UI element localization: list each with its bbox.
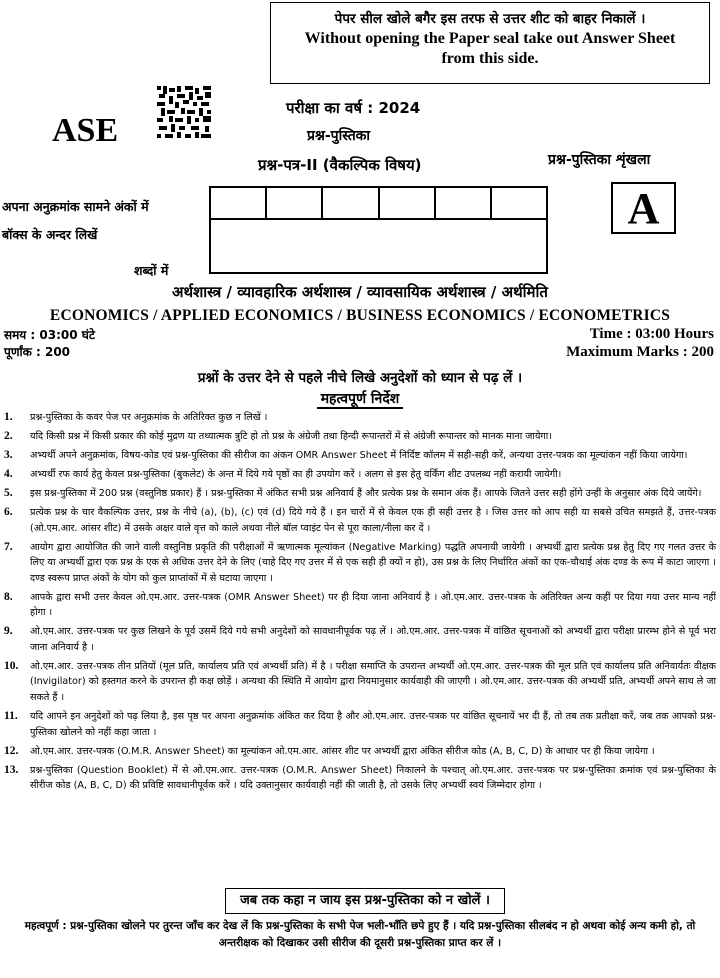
series-box: A [611,182,676,234]
instruction-text: यदि किसी प्रश्न में किसी प्रकार की कोई मुद्रण या तथ्यात्मक त्रुटि हो तो प्रश्न के अंग्रेजी तथा हिन्दी रूपान्तरों में से अंग्रेजी रूपान्तर को मानक माना जायेगा। [30,430,552,442]
instruction-text: प्रश्न-पुस्तिका के कवर पेज पर अनुक्रमांक के अतिरिक्त कुछ न लिखें । [30,412,268,423]
important-footer-note: महत्वपूर्ण : प्रश्न-पुस्तिका खोलने पर तुरन्त जाँच कर देख लें कि प्रश्न-पुस्तिका के सभी पेज भली-भाँति छपे हुए हैं । यदि प्रश्न-पुस्तिका सीलबंद न हो अथवा कोई अन्य कमी हो, तो अन्तरीक्षक को दिखाकर उसी सीरीज की दूसरी प्रश्न-पुस्तिका प्राप्त कर लें । [24,920,696,949]
instruction-text: ओ.एम.आर. उत्तर-पत्रक तीन प्रतियों (मूल प्रति, कार्यालय प्रति एवं अभ्यर्थी प्रति) में है । परीक्षा समाप्ति के उपरान्त अभ्यर्थी ओ.एम.आर. उत्तर-पत्रक की मूल प्रति एवं कार्यालय प्रति अनिवार्यतः वीक्षक (Invigilator) को हस्तगत करने के उपरान्त ही कक्ष छोड़ें । अन्यथा की स्थिति में आयोग द्वारा नियमानुसार कार्यवाही की जाएगी । ओ.एम.आर. उत्तर-पत्रक की अभ्यर्थी प्रति, अभ्यर्थी अपने साथ ले जा सकते हैं । [30,660,716,704]
seal-notice-english-line1: Without opening the Paper seal take out Answer Sheet [304,30,676,47]
instruction-text: प्रत्येक प्रश्न के चार वैकल्पिक उत्तर, प्रश्न के नीचे (a), (b), (c) एवं (d) दिये गये हैं । इन चारों में से केवल एक ही सही उत्तर है । जिस उत्तर को आप सही या सबसे उचित समझते हैं, उत्तर-पत्रक (ओ.एम.आर. आंसर शीट) में उसके अक्षर वाले वृत्त को काले अथवा नीले बॉल प्वाइंट पेन से पूरा काला/नीला कर दें । [30,506,716,534]
instructions-heading [0,388,720,408]
qr-code-icon [155,84,215,140]
instruction-item [4,744,716,760]
pre-read-note: प्रश्नों के उत्तर देने से पहले नीचे लिखे अनुदेशों को ध्यान से पढ़ लें । [197,370,523,386]
instruction-number: 6. [4,505,13,518]
roll-number-digit-boxes[interactable] [209,186,548,220]
roll-digit-box[interactable] [323,188,379,218]
roll-number-label-line2: बॉक्स के अन्दर लिखें [2,227,98,242]
instruction-item [4,467,716,483]
instructions-list [4,410,716,797]
exam-code: ASE [52,112,119,149]
marks-hindi: पूर्णांक : 200 [4,345,71,359]
subject-english: ECONOMICS / APPLIED ECONOMICS / BUSINESS ECONOMICS / ECONOMETRICS [49,307,671,324]
instruction-item [4,410,716,426]
instruction-text: यदि आपने इन अनुदेशों को पढ़ लिया है, इस पृष्ठ पर अपना अनुक्रमांक अंकित कर दिया है और ओ.एम.आर. उत्तर-पत्रक पर वांछित सूचनायें भर दी हैं, तो तब तक प्रतीक्षा करें, जब तक आपको प्रश्न-पुस्तिका खोलने को नहीं कहा जाता । [30,711,716,738]
marks-english: Maximum Marks : 200 [566,344,714,360]
instruction-number: 13. [4,763,19,776]
instruction-number: 10. [4,659,19,672]
time-hindi: समय : 03:00 घंटे [4,328,95,342]
instruction-item [4,659,716,706]
instruction-item [4,429,716,445]
roll-digit-box[interactable] [267,188,323,218]
instruction-item [4,540,716,587]
roll-in-words-label: शब्दों में [134,263,169,278]
do-not-open-notice: जब तक कहा न जाय इस प्रश्न-पुस्तिका को न खोलें । [225,888,505,914]
roll-digit-box[interactable] [492,188,546,218]
instructions-heading-text: महत्वपूर्ण निर्देश [317,391,404,409]
exam-year: परीक्षा का वर्ष : 2024 [286,99,421,117]
instruction-item [4,448,716,464]
roll-digit-box[interactable] [436,188,492,218]
instruction-text: आपके द्वारा सभी उत्तर केवल ओ.एम.आर. उत्तर-पत्रक (OMR Answer Sheet) पर ही दिया जाना अनिवार्य है । ओ.एम.आर. उत्तर-पत्रक के अतिरिक्त अन्य कहीं पर दिया गया उत्तर मान्य नहीं होगा । [30,591,716,619]
booklet-title: प्रश्न-पुस्तिका [307,128,371,144]
instruction-text: अभ्यर्थी रफ कार्य हेतु केवल प्रश्न-पुस्तिका (बुकलेट) के अन्त में दिये गये पृष्ठों का ही उपयोग करें । अलग से इस हेतु वर्किंग शीट उपलब्ध नहीं करायी जायेगी। [30,468,562,480]
instruction-number: 8. [4,590,13,603]
roll-number-label: अपना अनुक्रमांक सामने अंकों में [2,199,149,214]
instruction-item [4,709,716,740]
instruction-number: 1. [4,411,13,423]
instruction-number: 9. [4,625,13,638]
series-label: प्रश्न-पुस्तिका शृंखला [548,152,651,168]
roll-digit-box[interactable] [380,188,436,218]
instruction-number: 4. [4,467,13,480]
instruction-item [4,505,716,536]
instruction-item [4,624,716,655]
instruction-number: 7. [4,540,13,553]
instruction-number: 3. [4,448,13,461]
roll-number-words-box[interactable] [209,220,548,274]
seal-notice-hindi: पेपर सील खोले बगैर इस तरफ से उत्तर शीट को बाहर निकालें । [334,11,646,27]
instruction-number: 11. [4,710,18,722]
instruction-text: इस प्रश्न-पुस्तिका में 200 प्रश्न (वस्तुनिष्ठ प्रकार) हैं । प्रश्न-पुस्तिका में अंकित सभी प्रश्न अनिवार्य हैं और प्रत्येक प्रश्न के समान अंक हैं। आपके जितने उत्तर सही होंगे उन्हीं के अनुसार अंक दिये जायेंगे। [30,487,702,499]
subject-hindi: अर्थशास्त्र / व्यावहारिक अर्थशास्त्र / व्यावसायिक अर्थशास्त्र / अर्थमिति [172,283,548,301]
instruction-text: ओ.एम.आर. उत्तर-पत्रक पर कुछ लिखने के पूर्व उसमें दिये गये सभी अनुदेशों को सावधानीपूर्वक पढ़ लें । ओ.एम.आर. उत्तर-पत्रक में वांछित सूचनाओं को अभ्यर्थी द्वारा परीक्षा प्रारम्भ होने से पूर्व भरा जाना अनिवार्य है । [30,626,716,653]
instruction-item [4,590,716,621]
time-english: Time : 03:00 Hours [589,326,714,342]
instruction-number: 2. [4,429,13,442]
instruction-number: 12. [4,744,19,757]
roll-digit-box[interactable] [211,188,267,218]
seal-notice-english-line2: from this side. [441,50,539,67]
paper-title: प्रश्न-पत्र-II (वैकल्पिक विषय) [258,156,422,174]
instruction-text: ओ.एम.आर. उत्तर-पत्रक (O.M.R. Answer Sheet) का मूल्यांकन ओ.एम.आर. आंसर शीट पर अभ्यर्थी द्वारा अंकित सीरीज कोड (A, B, C, D) के आधार पर ही किया जायेगा । [30,745,655,757]
paper-seal-notice [270,2,710,84]
instruction-number: 5. [4,486,13,499]
instruction-text: आयोग द्वारा आयोजित की जाने वाली वस्तुनिष्ठ प्रकृति की परीक्षाओं में ऋणात्मक मूल्यांकन (Negative Marking) पद्धति अपनायी जायेगी । अभ्यर्थी द्वारा प्रत्येक प्रश्न हेतु दिए गए गलत उत्तर के लिए या अभ्यर्थी द्वारा एक प्रश्न के एक से अधिक उत्तर देने के लिए (चाहे दिए गए उत्तर में से एक सही ही क्यों न हो), उस प्रश्न के लिए निर्धारित अंकों का एक-चौथाई अंक दण्ड के रूप में काटा जाएगा । दण्ड स्वरूप प्राप्त अंकों के योग को कुल प्राप्तांकों में से घटाया जाएगा । [30,541,716,584]
instruction-item [4,486,716,502]
instruction-text: प्रश्न-पुस्तिका (Question Booklet) में से ओ.एम.आर. उत्तर-पत्रक (O.M.R. Answer Sheet) निकालने के पश्चात् ओ.एम.आर. उत्तर-पत्रक पर प्रश्न-पुस्तिका क्रमांक एवं प्रश्न-पुस्तिका के सीरीज कोड (A, B, C, D) की प्रविष्टि सावधानीपूर्वक करें । यदि उक्तानुसार कार्यवाही नहीं की जाती है, तो उसके लिए अभ्यर्थी स्वयं जिम्मेदार होगा । [30,764,716,792]
instruction-item [4,763,716,794]
instruction-text: अभ्यर्थी अपने अनुक्रमांक, विषय-कोड एवं प्रश्न-पुस्तिका की सीरीज का अंकन OMR Answer Sheet में निर्दिष्ट कॉलम में सही-सही करें, अन्यथा उत्तर-पत्रक का मूल्यांकन नहीं किया जायेगा। [30,449,688,461]
